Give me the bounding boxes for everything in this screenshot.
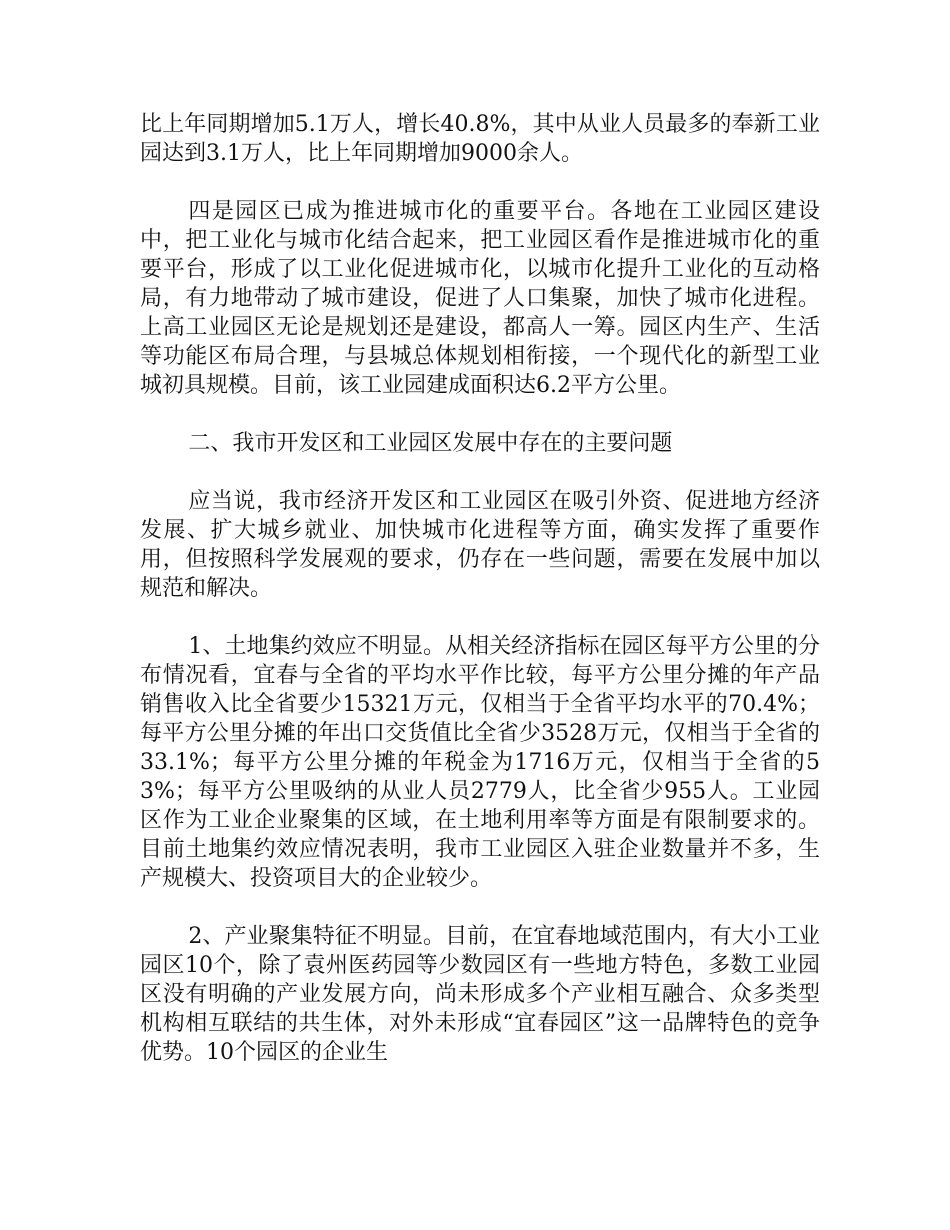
document-page xyxy=(140,110,820,1067)
paragraph-land-efficiency: 1、土地集约效应不明显。从相关经济指标在园区每平方公里的分布情况看，宜春与全省的平均水平作比较，每平方公里分摊的年产品销售收入比全省要少15321万元，仅相当于全省平均水平的70.4%；每平方公里分摊的年出口交货值比全省少3528万元，仅相当于全省的33.1%；每平方公里分摊的年税金为1716万元，仅相当于全省的53%；每平方公里吸纳的从业人员2779人，比全省少955人。工业园区作为工业企业聚集的区域，在土地利用率等方面是有限制要求的。目前土地集约效应情况表明，我市工业园区入驻企业数量并不多，生产规模大、投资项目大的企业较少。 xyxy=(140,634,820,891)
paragraph-industry-cluster: 2、产业聚集特征不明显。目前，在宜春地域范围内，有大小工业园区10个，除了袁州医药园等少数园区有一些地方特色，多数工业园区没有明确的产业发展方向，尚未形成多个产业相互融合、众多类型机构相互联结的共生体，对外未形成“宜春园区”这一品牌特色的竞争优势。10个园区的企业生 xyxy=(140,924,820,1065)
section-heading-main-problems: 二、我市开发区和工业园区发展中存在的主要问题 xyxy=(188,431,673,456)
paragraph-continuation: 比上年同期增加5.1万人，增长40.8%，其中从业人员最多的奉新工业园达到3.1万人，比上年同期增加9000余人。 xyxy=(140,112,820,166)
paragraph-intro-problems: 应当说，我市经济开发区和工业园区在吸引外资、促进地方经济发展、扩大城乡就业、加快城市化进程等方面，确实发挥了重要作用，但按照科学发展观的要求，仍存在一些问题，需要在发展中加以规范和解决。 xyxy=(140,489,820,601)
paragraph-urbanization-platform: 四是园区已成为推进城市化的重要平台。各地在工业园区建设中，把工业化与城市化结合起来，把工业园区看作是推进城市化的重要平台，形成了以工业化促进城市化，以城市化提升工业化的互动格局，有力地带动了城市建设，促进了人口集聚，加快了城市化进程。上高工业园区无论是规划还是建设，都高人一筹。园区内生产、生活等功能区布局合理，与县城总体规划相衔接，一个现代化的新型工业城初具规模。目前，该工业园建成面积达6.2平方公里。 xyxy=(140,199,820,398)
